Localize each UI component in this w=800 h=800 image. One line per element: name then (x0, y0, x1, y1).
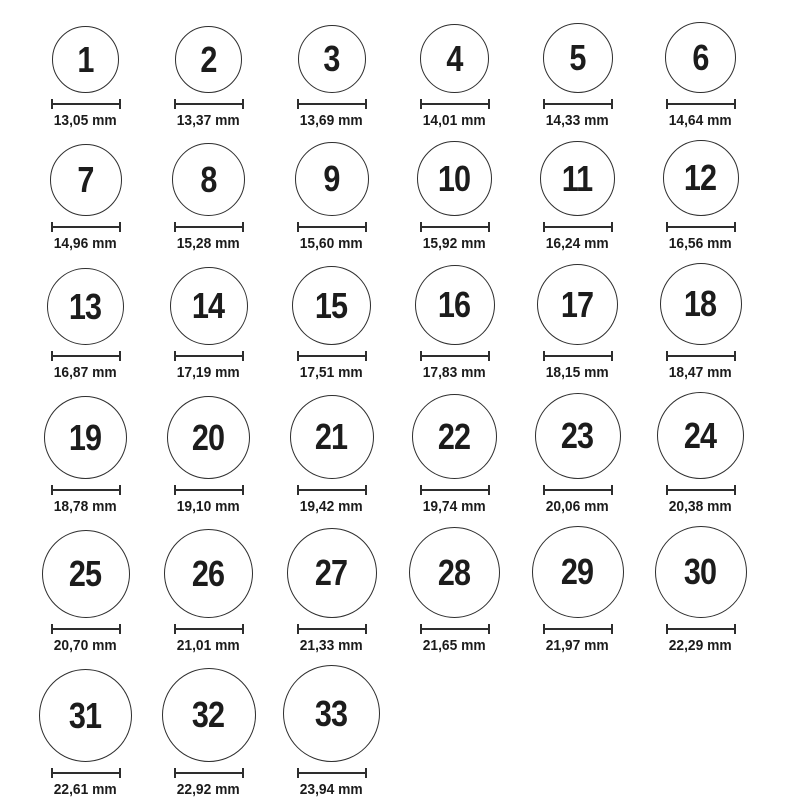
measure-bar (53, 103, 119, 105)
ring-circle (162, 668, 256, 762)
measure-bar (545, 628, 611, 630)
ring-size-cell (147, 529, 270, 655)
ring-circle (532, 526, 624, 618)
ring-size-row (24, 392, 800, 516)
ring-size-cell (147, 143, 270, 253)
measure-bar (545, 355, 611, 357)
measure-bar (422, 355, 488, 357)
ring-size-number: 6 (692, 36, 709, 78)
measure-tick-right-icon (365, 768, 367, 778)
diameter-measure-line (297, 222, 367, 232)
diameter-measure-line (51, 222, 121, 232)
diameter-label: 14,96 mm (54, 235, 117, 252)
diameter-measure-line (420, 485, 490, 495)
measure-tick-right-icon (119, 485, 121, 495)
ring-circle (409, 527, 500, 618)
ring-size-cell (516, 264, 639, 382)
ring-size-number: 14 (192, 285, 225, 326)
ring-size-number: 25 (69, 553, 102, 594)
ring-size-cell (516, 141, 639, 253)
ring-size-number: 7 (77, 159, 94, 200)
diameter-label: 23,94 mm (300, 781, 363, 798)
diameter-measure-line (420, 624, 490, 634)
measure-bar (176, 628, 242, 630)
measure-bar (53, 355, 119, 357)
measure-tick-right-icon (488, 99, 490, 109)
ring-circle (412, 394, 497, 479)
diameter-label: 21,01 mm (177, 637, 240, 654)
ring-size-cell (24, 268, 147, 382)
measure-bar (668, 355, 734, 357)
ring-size-number: 33 (315, 692, 348, 734)
ring-circle (292, 266, 371, 345)
measure-tick-right-icon (734, 624, 736, 634)
measure-bar (53, 772, 119, 774)
ring-size-number: 16 (438, 284, 471, 325)
ring-size-number: 18 (684, 283, 717, 324)
ring-size-row (24, 526, 800, 655)
ring-size-number: 3 (323, 38, 340, 79)
measure-bar (299, 103, 365, 105)
diameter-measure-line (51, 624, 121, 634)
ring-size-row (24, 22, 800, 130)
diameter-measure-line (297, 99, 367, 109)
ring-size-number: 17 (561, 283, 594, 325)
measure-bar (422, 226, 488, 228)
measure-tick-right-icon (365, 99, 367, 109)
diameter-measure-line (543, 624, 613, 634)
measure-bar (176, 489, 242, 491)
diameter-measure-line (297, 485, 367, 495)
measure-bar (668, 628, 734, 630)
diameter-label: 21,97 mm (546, 637, 609, 654)
diameter-label: 19,10 mm (177, 498, 240, 515)
measure-bar (422, 489, 488, 491)
ring-size-number: 21 (315, 416, 348, 457)
measure-tick-right-icon (242, 624, 244, 634)
ring-size-row (24, 263, 800, 382)
measure-tick-right-icon (488, 351, 490, 361)
ring-size-cell (516, 526, 639, 655)
measure-tick-right-icon (734, 485, 736, 495)
diameter-measure-line (420, 222, 490, 232)
measure-tick-right-icon (242, 222, 244, 232)
measure-tick-right-icon (242, 99, 244, 109)
diameter-label: 19,74 mm (423, 498, 486, 515)
ring-size-number: 10 (438, 157, 471, 199)
ring-size-number: 31 (69, 694, 102, 736)
ring-size-number: 27 (315, 552, 348, 593)
measure-tick-right-icon (611, 99, 613, 109)
ring-circle (170, 267, 248, 345)
ring-circle (537, 264, 618, 345)
ring-size-cell (516, 23, 639, 130)
ring-size-row (24, 140, 800, 253)
ring-size-number: 29 (561, 551, 594, 592)
diameter-measure-line (543, 351, 613, 361)
measure-tick-right-icon (488, 624, 490, 634)
measure-tick-right-icon (611, 624, 613, 634)
ring-size-cell (270, 395, 393, 516)
diameter-label: 22,29 mm (669, 637, 732, 654)
ring-circle (663, 140, 739, 216)
ring-size-cell (147, 267, 270, 382)
measure-tick-right-icon (365, 485, 367, 495)
ring-circle (535, 393, 621, 479)
ring-circle (298, 25, 366, 93)
measure-bar (422, 103, 488, 105)
diameter-measure-line (51, 768, 121, 778)
diameter-measure-line (666, 351, 736, 361)
measure-bar (299, 355, 365, 357)
ring-size-number: 30 (684, 551, 717, 592)
measure-tick-right-icon (119, 768, 121, 778)
ring-size-cell (393, 527, 516, 655)
ring-size-cell (147, 668, 270, 799)
ring-circle (164, 529, 253, 618)
measure-tick-right-icon (611, 485, 613, 495)
diameter-label: 14,01 mm (423, 112, 486, 129)
ring-size-cell (270, 665, 393, 799)
ring-size-cell (147, 26, 270, 130)
ring-circle (657, 392, 744, 479)
measure-bar (299, 226, 365, 228)
diameter-label: 20,06 mm (546, 498, 609, 515)
diameter-measure-line (174, 768, 244, 778)
ring-circle (665, 22, 736, 93)
measure-bar (299, 628, 365, 630)
ring-circle (44, 396, 127, 479)
diameter-label: 17,19 mm (177, 364, 240, 381)
diameter-label: 22,61 mm (54, 781, 117, 798)
diameter-measure-line (51, 99, 121, 109)
diameter-label: 15,92 mm (423, 235, 486, 252)
ring-size-cell (639, 392, 762, 516)
diameter-label: 14,33 mm (546, 112, 609, 129)
diameter-label: 15,60 mm (300, 235, 363, 252)
measure-tick-right-icon (488, 222, 490, 232)
ring-size-number: 12 (684, 157, 717, 198)
ring-circle (655, 526, 747, 618)
ring-size-cell (24, 144, 147, 253)
measure-tick-right-icon (242, 485, 244, 495)
measure-tick-right-icon (242, 351, 244, 361)
measure-bar (176, 355, 242, 357)
ring-circle (39, 669, 132, 762)
diameter-label: 13,05 mm (54, 112, 117, 129)
diameter-label: 15,28 mm (177, 235, 240, 252)
measure-bar (299, 772, 365, 774)
ring-size-number: 28 (438, 551, 471, 593)
ring-size-cell (639, 526, 762, 655)
ring-circle (420, 24, 489, 93)
ring-circle (172, 143, 245, 216)
diameter-label: 18,15 mm (546, 364, 609, 381)
measure-bar (53, 628, 119, 630)
diameter-label: 21,65 mm (423, 637, 486, 654)
diameter-measure-line (666, 99, 736, 109)
measure-tick-right-icon (119, 99, 121, 109)
ring-size-number: 5 (569, 37, 586, 78)
ring-circle (167, 396, 250, 479)
diameter-measure-line (174, 351, 244, 361)
measure-bar (422, 628, 488, 630)
measure-tick-right-icon (365, 222, 367, 232)
measure-tick-right-icon (242, 768, 244, 778)
measure-tick-right-icon (119, 624, 121, 634)
ring-size-cell (393, 141, 516, 253)
ring-size-number: 23 (561, 415, 594, 456)
ring-size-number: 13 (69, 285, 102, 327)
ring-size-number: 9 (323, 158, 340, 199)
ring-circle (295, 142, 369, 216)
ring-size-cell (393, 394, 516, 516)
ring-circle (660, 263, 742, 345)
ring-size-cell (393, 265, 516, 382)
diameter-measure-line (666, 624, 736, 634)
diameter-measure-line (51, 485, 121, 495)
diameter-measure-line (297, 624, 367, 634)
ring-size-cell (24, 26, 147, 130)
ring-size-number: 4 (446, 37, 463, 79)
diameter-measure-line (420, 99, 490, 109)
ring-size-number: 1 (77, 38, 94, 80)
measure-bar (545, 489, 611, 491)
measure-bar (545, 226, 611, 228)
measure-bar (176, 226, 242, 228)
ring-circle (417, 141, 492, 216)
diameter-label: 20,38 mm (669, 498, 732, 515)
diameter-label: 22,92 mm (177, 781, 240, 798)
ring-size-cell (24, 669, 147, 799)
ring-size-cell (147, 396, 270, 516)
measure-bar (668, 489, 734, 491)
measure-tick-right-icon (119, 222, 121, 232)
ring-size-number: 26 (192, 552, 225, 594)
ring-size-number: 15 (315, 284, 348, 326)
measure-tick-right-icon (365, 624, 367, 634)
ring-size-cell (639, 140, 762, 253)
ring-size-number: 24 (684, 414, 717, 456)
ring-size-number: 32 (192, 694, 225, 735)
diameter-measure-line (666, 485, 736, 495)
diameter-label: 18,78 mm (54, 498, 117, 515)
ring-size-number: 11 (562, 157, 593, 199)
ring-circle (540, 141, 615, 216)
diameter-label: 14,64 mm (669, 112, 732, 129)
ring-circle (283, 665, 380, 762)
ring-size-cell (270, 266, 393, 382)
diameter-measure-line (174, 222, 244, 232)
measure-bar (176, 772, 242, 774)
measure-tick-right-icon (488, 485, 490, 495)
diameter-measure-line (543, 485, 613, 495)
measure-tick-right-icon (119, 351, 121, 361)
ring-circle (287, 528, 377, 618)
ring-size-number: 8 (200, 158, 217, 200)
diameter-measure-line (420, 351, 490, 361)
diameter-label: 20,70 mm (54, 637, 117, 654)
ring-size-cell (270, 528, 393, 655)
measure-tick-right-icon (734, 222, 736, 232)
ring-size-cell (24, 396, 147, 516)
diameter-measure-line (297, 768, 367, 778)
diameter-label: 18,47 mm (669, 364, 732, 381)
diameter-label: 21,33 mm (300, 637, 363, 654)
diameter-label: 16,87 mm (54, 364, 117, 381)
measure-bar (545, 103, 611, 105)
measure-bar (668, 226, 734, 228)
measure-tick-right-icon (365, 351, 367, 361)
diameter-measure-line (297, 351, 367, 361)
ring-size-number: 19 (69, 416, 102, 458)
ring-circle (415, 265, 495, 345)
diameter-label: 13,37 mm (177, 112, 240, 129)
diameter-measure-line (51, 351, 121, 361)
ring-size-number: 22 (438, 415, 471, 457)
ring-size-cell (516, 393, 639, 516)
ring-circle (290, 395, 374, 479)
ring-circle (50, 144, 122, 216)
ring-size-row (24, 665, 800, 799)
ring-circle (543, 23, 613, 93)
ring-circle (175, 26, 242, 93)
measure-bar (53, 226, 119, 228)
ring-size-cell (270, 25, 393, 130)
measure-bar (299, 489, 365, 491)
diameter-label: 13,69 mm (300, 112, 363, 129)
diameter-measure-line (666, 222, 736, 232)
diameter-measure-line (543, 99, 613, 109)
ring-size-cell (639, 263, 762, 382)
diameter-measure-line (543, 222, 613, 232)
measure-bar (668, 103, 734, 105)
diameter-label: 16,24 mm (546, 235, 609, 252)
diameter-label: 17,51 mm (300, 364, 363, 381)
measure-tick-right-icon (611, 351, 613, 361)
measure-tick-right-icon (734, 351, 736, 361)
diameter-measure-line (174, 485, 244, 495)
diameter-measure-line (174, 99, 244, 109)
ring-circle (52, 26, 119, 93)
diameter-label: 17,83 mm (423, 364, 486, 381)
diameter-label: 19,42 mm (300, 498, 363, 515)
ring-size-cell (639, 22, 762, 130)
ring-size-cell (393, 24, 516, 130)
measure-tick-right-icon (611, 222, 613, 232)
ring-circle (47, 268, 124, 345)
ring-size-cell (270, 142, 393, 253)
measure-tick-right-icon (734, 99, 736, 109)
ring-size-number: 20 (192, 416, 225, 458)
diameter-label: 16,56 mm (669, 235, 732, 252)
ring-size-number: 2 (200, 38, 217, 80)
measure-bar (53, 489, 119, 491)
ring-circle (42, 530, 130, 618)
diameter-measure-line (174, 624, 244, 634)
ring-size-cell (24, 530, 147, 655)
measure-bar (176, 103, 242, 105)
